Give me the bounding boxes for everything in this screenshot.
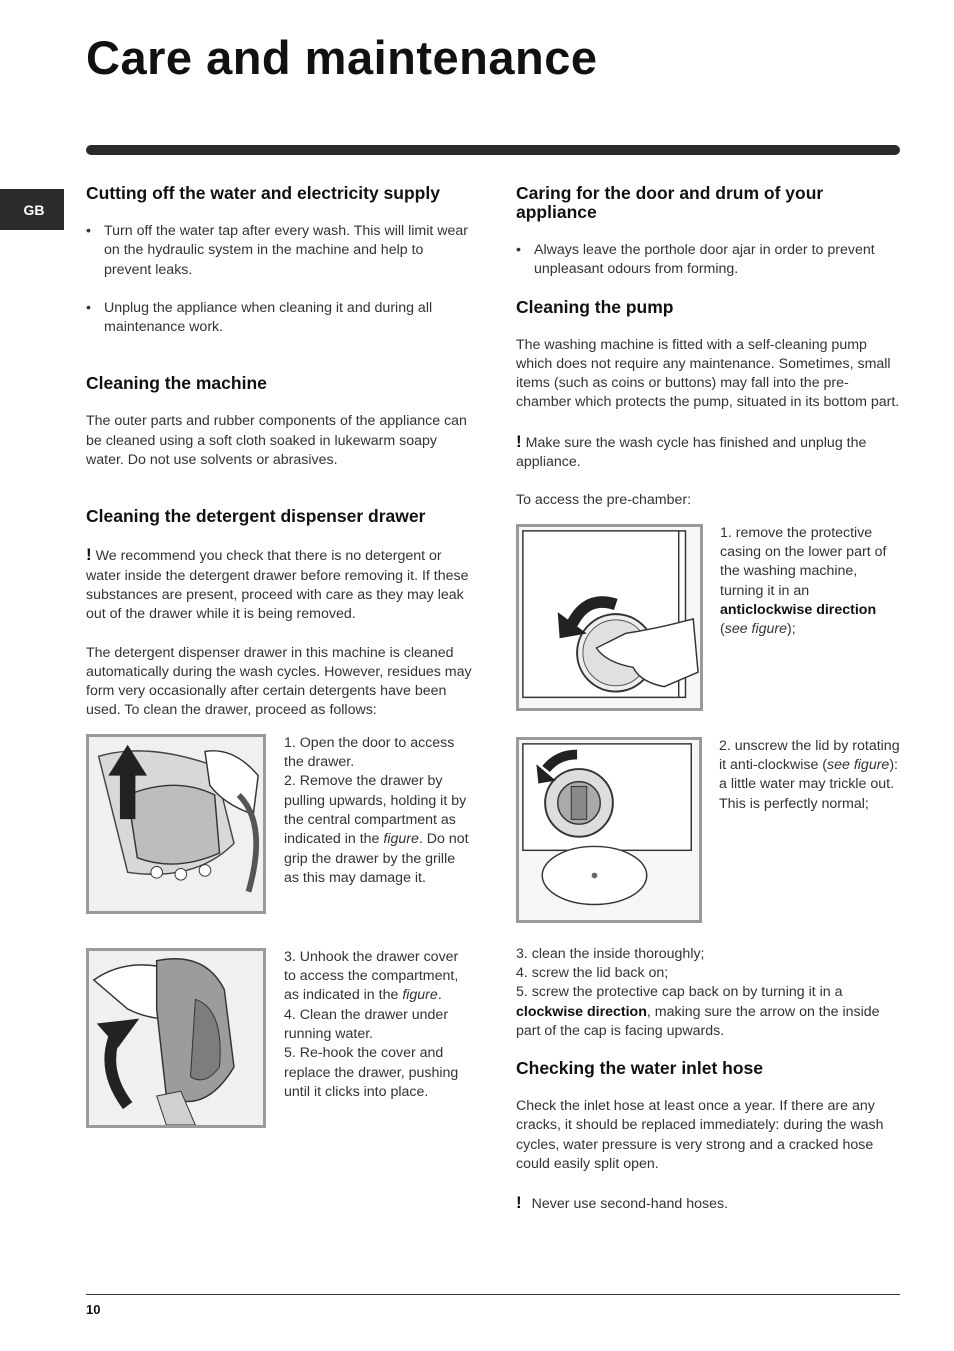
hose-warning: ! Never use second-hand hoses.: [516, 1193, 729, 1213]
list-item: • Turn off the water tap after every wash. This will limit wear on the hydraulic system in the machine and help to prevent leaks.: [86, 222, 472, 280]
pump-step-1: 1. remove the protective casing on the lower part of the washing machine, turning it in an anticlockwise direction (see figure);: [720, 524, 887, 638]
pump-access-text: To access the pre-chamber:: [516, 492, 692, 509]
pump-casing-figure: [516, 524, 703, 711]
page-title: Care and maintenance: [86, 31, 598, 84]
step-3: 3. Unhook the drawer cover to access the compartment, as indicated in the figure.: [284, 948, 459, 1004]
pump-step-4: 4. screw the lid back on;: [516, 964, 669, 981]
drawer-steps-1-2: [266, 734, 472, 888]
cutoff-list: [86, 222, 472, 337]
title-divider: [86, 145, 900, 155]
pump-step-5: 5. screw the protective cap back on by turning it in a clockwise direction, making sure the arrow on the inside part of the cap is facing upwards.: [516, 984, 880, 1039]
step-5: 5. Re-hook the cover and replace the drawer, pushing until it clicks into place.: [284, 1045, 459, 1100]
language-tab: GB: [0, 189, 64, 230]
door-list: [516, 241, 900, 280]
left-column: [86, 184, 472, 1128]
heading-cleaning-machine: Cleaning the machine: [86, 373, 267, 394]
warning-icon: !: [516, 431, 522, 451]
pump-lid-figure: [516, 737, 702, 923]
pump-step-2: 2. unscrew the lid by rotating it anti-clockwise (see figure): a little water may trickle out. This is perfectly normal;: [719, 737, 900, 812]
warning-icon: !: [86, 545, 92, 565]
cleaning-machine-text: The outer parts and rubber components of the appliance can be cleaned using a soft cloth soaked in lukewarm soapy water. Do not use solvents or abrasives.: [86, 413, 467, 469]
detergent-text: The detergent dispenser drawer in this machine is cleaned automatically during the wash cycles. However, residues may form very occasionally after certain detergents have been used. To clean the drawer, proceed as follows:: [86, 644, 472, 719]
pump-step-row-2: [516, 737, 900, 923]
step-4: 4. Clean the drawer under running water.: [284, 1006, 449, 1042]
drawer-removal-figure: [86, 734, 266, 914]
heading-door-drum: Caring for the door and drum of your appliance: [516, 183, 824, 222]
list-item: • Always leave the porthole door ajar in order to prevent unpleasant odours from forming.: [516, 241, 900, 280]
step-2: 2. Remove the drawer by pulling upwards, holding it by the central compartment as indicated in the figure. Do not grip the drawer by the grille as this may damage it.: [284, 773, 469, 886]
page-number: 10: [86, 1302, 101, 1317]
heading-inlet-hose: Checking the water inlet hose: [516, 1058, 763, 1079]
drawer-steps-3-5: [266, 948, 472, 1102]
drawer-step-row-1: [86, 734, 472, 914]
pump-step-row-1: [516, 524, 900, 711]
detergent-warning: ! We recommend you check that there is no detergent or water inside the detergent drawer before removing it. If these substances are present, proceed with care as they may leak out of the drawer while it is being removed.: [86, 545, 469, 623]
footer-divider: [86, 1294, 900, 1295]
right-column: [516, 184, 900, 1215]
pump-text: The washing machine is fitted with a self-cleaning pump which does not require any maintenance. Sometimes, small items (such as coins or buttons) may fall into the pre-chamber which protects the pump, situated in its bottom part.: [516, 336, 900, 411]
warning-icon: !: [516, 1193, 522, 1213]
pump-casing-illustration: [519, 527, 700, 708]
drawer-removal-illustration: [89, 737, 263, 911]
pump-lid-illustration: [519, 740, 699, 920]
drawer-step-row-2: [86, 948, 472, 1128]
list-item: • Unplug the appliance when cleaning it and during all maintenance work.: [86, 299, 472, 338]
step-1: 1. Open the door to access the drawer.: [284, 734, 455, 771]
heading-cutoff: Cutting off the water and electricity supply: [86, 183, 440, 203]
heading-detergent: Cleaning the detergent dispenser drawer: [86, 506, 426, 527]
drawer-cover-illustration: [89, 951, 263, 1125]
heading-pump: Cleaning the pump: [516, 296, 674, 317]
pump-step-3: 3. clean the inside thoroughly;: [516, 945, 705, 962]
hose-text: Check the inlet hose at least once a year. If there are any cracks, it should be replaced immediately: during the wash cycles, water pressure is very strong and a cracked hose could easily split open.: [516, 1098, 884, 1173]
drawer-cover-figure: [86, 948, 266, 1128]
pump-warning: ! Make sure the wash cycle has finished and unplug the appliance.: [516, 431, 867, 471]
